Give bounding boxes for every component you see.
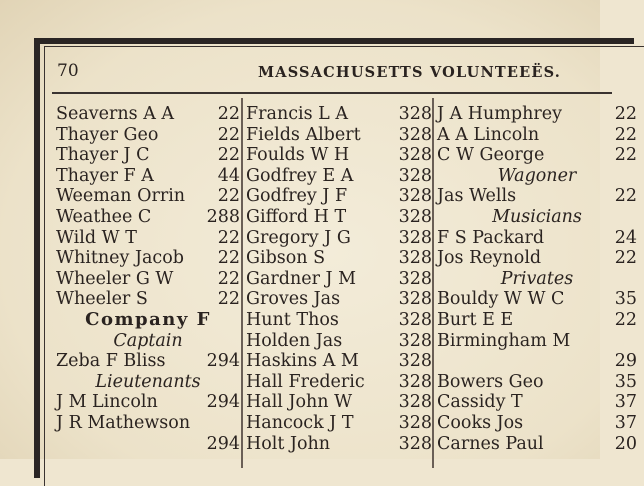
column-divider [241,98,243,468]
entry-number: 328 [398,289,432,310]
entry-name: Thayer F A [56,165,154,186]
entry-number: 22 [217,186,240,207]
entry-name: Hunt Thos [246,309,339,330]
entry-name: Gardner J M [246,268,357,289]
roster-entry [246,145,432,166]
roster-entry [437,289,637,310]
entry-number: 22 [217,248,240,269]
entry-name: Jos Reynold [437,248,542,269]
entry-name: Weathee C [56,206,152,227]
entry-number: 288 [206,206,240,227]
entry-number: 22 [217,227,240,248]
entry-name: Holt John [246,433,331,454]
entry-name: Francis L A [246,104,348,124]
roster-entry [56,289,240,310]
column-divider [432,98,434,468]
entry-name: Hancock J T [246,412,354,433]
roster-entry [437,125,637,146]
header-rule [52,92,612,94]
roster-entry [437,372,637,393]
entry-number: 328 [398,145,432,166]
entry-number: 328 [398,165,432,186]
roster-entry [246,186,432,207]
roster-entry [437,248,637,269]
roster-entry [437,392,637,413]
roster-entry [246,392,432,413]
entry-number: 294 [206,392,240,413]
roster-entry [56,413,240,434]
entry-name: A A Lincoln [437,124,540,145]
roster-entry [437,434,637,455]
roster-entry [56,104,240,125]
rank-heading [437,207,637,228]
roster-entry [56,166,240,187]
roster-entry [437,351,637,372]
entry-name: Gregory J G [246,227,351,248]
rank-heading [437,269,637,290]
entry-name: C W George [437,145,545,166]
entry-number: 328 [398,371,432,392]
roster-entry [56,186,240,207]
entry-name: Hall Frederic [246,371,365,392]
entry-name: F S Packard [437,227,545,248]
entry-name: Weeman Orrin [56,186,186,207]
entry-number: 294 [206,351,240,372]
roster-entry [56,228,240,249]
entry-name: J M Lincoln [56,392,158,413]
roster-entry [56,392,240,413]
entry-number: 328 [398,186,432,207]
entry-number: 35 [614,371,637,392]
roster-entry [437,413,637,434]
entry-name: Burt E E [437,309,514,330]
roster-column-1 [56,104,240,454]
entry-name: Holden Jas [246,330,343,351]
rank-heading [437,166,637,187]
roster-entry [56,434,240,455]
entry-number: 22 [217,289,240,310]
entry-name: Hall John W [246,392,353,413]
entry-name: Seaverns A A [56,104,175,124]
entry-number: 328 [398,104,432,124]
rank-heading [56,372,240,393]
roster-entry [56,248,240,269]
entry-name: Groves Jas [246,289,341,310]
roster-entry [246,331,432,352]
entry-number: 22 [614,186,637,207]
entry-name: Zeba F Bliss [56,351,166,372]
roster-entry [437,228,637,249]
roster-column-2 [246,104,432,454]
entry-name: Wheeler S [56,289,148,310]
roster-entry [56,269,240,290]
entry-number: 328 [398,206,432,227]
entry-name: Wagoner [497,165,577,186]
entry-number: 35 [614,289,637,310]
entry-number: 37 [614,412,637,433]
roster-entry [246,289,432,310]
entry-name: Cassidy T [437,392,523,413]
roster-entry [437,186,637,207]
entry-number: 328 [398,392,432,413]
entry-name: Fields Albert [246,124,361,145]
roster-entry [246,207,432,228]
entry-number: 328 [398,124,432,145]
roster-entry [246,434,432,455]
roster-entry [246,413,432,434]
entry-name: Gibson S [246,248,326,269]
entry-number: 22 [614,248,637,269]
roster-entry [437,310,637,331]
entry-number: 328 [398,433,432,454]
entry-name: Privates [500,268,574,289]
entry-number: 22 [217,104,240,124]
entry-name: Haskins A M [246,351,359,372]
entry-name: Thayer J C [56,145,150,166]
roster-entry [56,145,240,166]
entry-name: J A Humphrey [437,104,562,124]
page-number: 70 [57,61,79,81]
roster-entry [246,248,432,269]
roster-entry [246,351,432,372]
entry-name: Bouldy W W C [437,289,565,310]
roster-entry [56,207,240,228]
entry-name: Jas Wells [437,186,517,207]
entry-name: Bowers Geo [437,371,544,392]
roster-entry [246,310,432,331]
entry-number: 22 [614,309,637,330]
entry-name: Birmingham M [437,330,571,351]
entry-name: Cooks Jos [437,412,524,433]
entry-name: Carnes Paul [437,433,544,454]
roster-entry [437,331,637,352]
entry-number: 328 [398,351,432,372]
entry-name: J R Mathewson [56,412,191,433]
entry-name: Whitney Jacob [56,248,184,269]
roster-entry [246,269,432,290]
entry-number: 22 [217,124,240,145]
entry-number: 328 [398,330,432,351]
roster-entry [246,125,432,146]
entry-number: 328 [398,248,432,269]
entry-name: Godfrey J F [246,186,348,207]
entry-number: 24 [614,227,637,248]
entry-number: 22 [217,268,240,289]
entry-number: 22 [614,145,637,166]
entry-number: 44 [217,165,240,186]
entry-number: 22 [614,124,637,145]
entry-number: 328 [398,268,432,289]
entry-number: 29 [614,351,637,372]
roster-entry [56,125,240,146]
entry-number: 22 [614,104,637,124]
entry-name: Gifford H T [246,206,347,227]
entry-name: Wild W T [56,227,137,248]
entry-number: 328 [398,412,432,433]
roster-entry [56,351,240,372]
entry-name: Lieutenants [95,371,201,392]
entry-number: 294 [206,433,240,454]
entry-number: 20 [614,433,637,454]
entry-name: Musicians [492,206,582,227]
rank-heading [56,331,240,352]
entry-number: 328 [398,309,432,330]
roster-entry [246,104,432,125]
company-heading [56,310,240,331]
entry-number: 328 [398,227,432,248]
roster-entry [246,228,432,249]
roster-column-3 [437,104,637,454]
entry-name: Thayer Geo [56,124,159,145]
entry-number: 22 [217,145,240,166]
roster-entry [437,104,637,125]
entry-name: Captain [113,330,183,351]
entry-name: Company F [85,308,211,330]
running-header: MASSACHUSETTS VOLUNTEEЁS. [258,64,562,81]
entry-name: Wheeler G W [56,268,174,289]
roster-entry [437,145,637,166]
entry-name: Godfrey E A [246,165,354,186]
entry-name: Foulds W H [246,145,350,166]
roster-entry [246,166,432,187]
entry-number: 37 [614,392,637,413]
roster-entry [246,372,432,393]
